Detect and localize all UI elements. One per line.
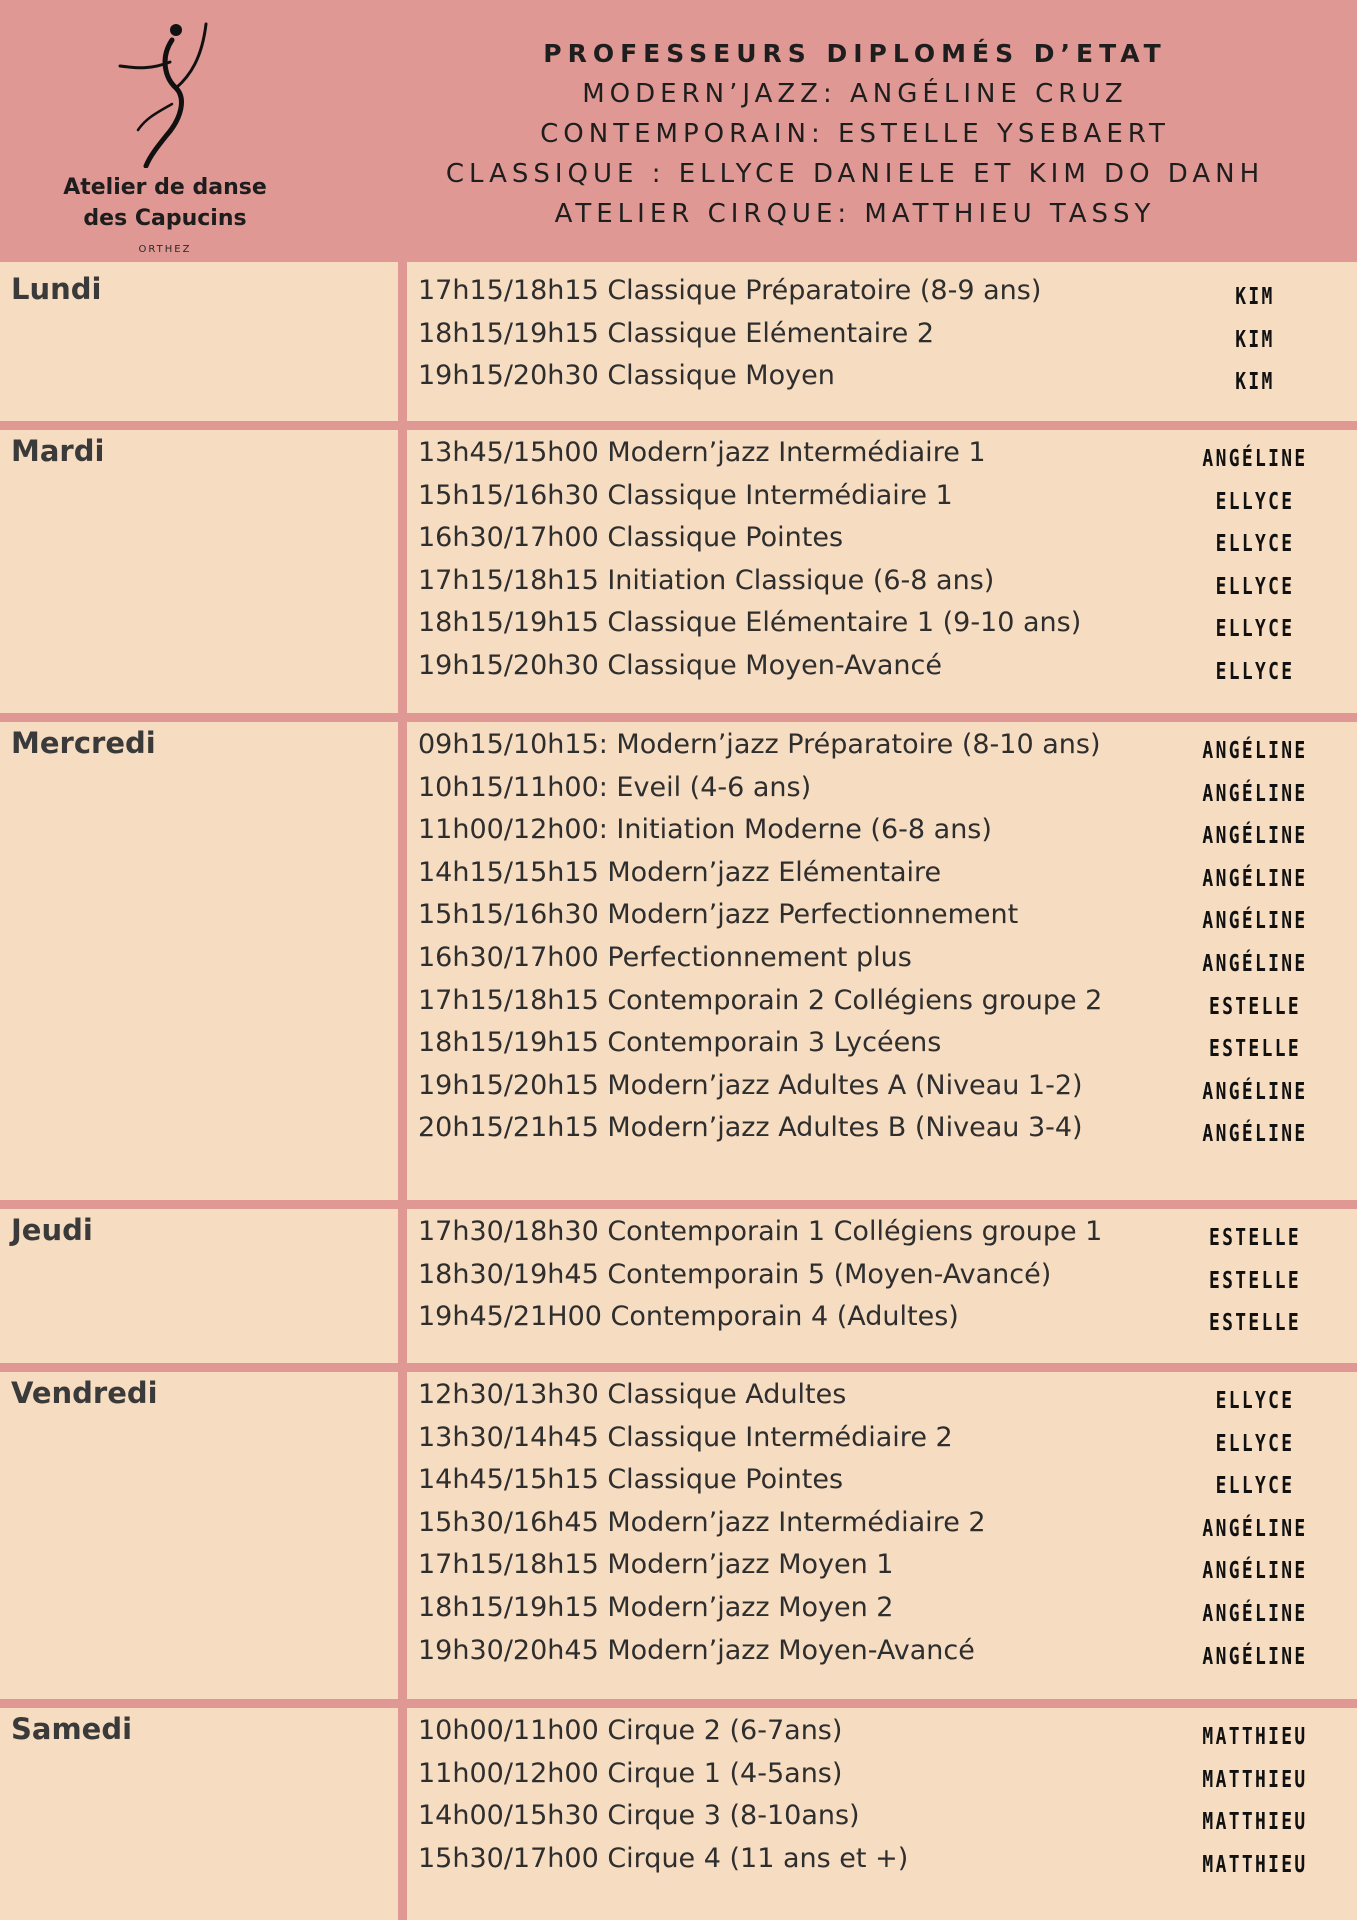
day-name: Mardi <box>11 434 105 468</box>
dancer-icon <box>110 18 220 168</box>
class-row: 15h30/17h00 Cirque 4 (11 ans et +) <box>418 1842 909 1874</box>
class-list <box>418 726 1158 1152</box>
class-row: 17h15/18h15 Initiation Classique (6-8 ans) <box>418 564 995 596</box>
class-row: 14h00/15h30 Cirque 3 (8-10ans) <box>418 1800 860 1832</box>
day-name: Samedi <box>11 1712 133 1746</box>
teacher-name: ELLYCE <box>1215 573 1295 600</box>
teacher-name: MATTHIEU <box>1202 1809 1308 1836</box>
class-row: 17h15/18h15 Modern’jazz Moyen 1 <box>418 1549 894 1581</box>
teacher-line: MODERN’JAZZ: ANGÉLINE CRUZ <box>582 79 1128 109</box>
class-row: 10h00/11h00 Cirque 2 (6-7ans) <box>418 1715 843 1746</box>
class-row: 19h15/20h30 Classique Moyen <box>418 360 835 392</box>
teacher-column <box>1160 730 1350 1156</box>
teacher-name: ELLYCE <box>1215 1473 1295 1500</box>
teacher-name: ANGÉLINE <box>1202 950 1308 977</box>
day-name: Mercredi <box>11 726 156 760</box>
logo-title-line1: Atelier de danse <box>63 175 267 200</box>
teacher-column <box>1160 276 1350 404</box>
logo <box>40 18 290 258</box>
teacher-name: ANGÉLINE <box>1202 1643 1308 1670</box>
teacher-name: ANGÉLINE <box>1202 780 1308 807</box>
teacher-name: KIM <box>1235 369 1275 396</box>
teacher-name: ANGÉLINE <box>1202 1121 1308 1148</box>
row-separator <box>0 1200 1357 1209</box>
class-row: 18h30/19h45 Contemporain 5 (Moyen-Avancé) <box>418 1258 1052 1290</box>
class-row: 19h45/21H00 Contemporain 4 (Adultes) <box>418 1301 959 1333</box>
teacher-name: ESTELLE <box>1209 1225 1301 1251</box>
class-row: 15h15/16h30 Modern’jazz Perfectionnement <box>418 899 1019 931</box>
row-separator <box>0 1363 1357 1372</box>
teacher-column <box>1160 1380 1350 1678</box>
teacher-column <box>1160 438 1350 694</box>
header <box>0 0 1357 262</box>
class-row: 18h15/19h15 Classique Elémentaire 1 (9-10 ans) <box>418 607 1082 639</box>
class-row: 17h15/18h15 Contemporain 2 Collégiens groupe 2 <box>418 984 1103 1016</box>
teacher-name: ANGÉLINE <box>1202 738 1308 764</box>
class-row: 16h30/17h00 Perfectionnement plus <box>418 941 912 973</box>
teacher-name: MATTHIEU <box>1202 1851 1308 1878</box>
teacher-line: CONTEMPORAIN: ESTELLE YSEBAERT <box>540 119 1170 149</box>
class-row: 16h30/17h00 Classique Pointes <box>418 522 844 554</box>
class-list <box>418 1712 1158 1882</box>
teacher-name: ANGÉLINE <box>1202 1515 1308 1542</box>
teacher-name: ANGÉLINE <box>1202 908 1308 935</box>
row-separator <box>0 713 1357 722</box>
column-divider <box>398 262 407 1920</box>
teacher-name: ANGÉLINE <box>1202 446 1308 472</box>
teacher-name: ELLYCE <box>1215 531 1295 558</box>
class-row: 11h00/12h00: Initiation Moderne (6-8 ans) <box>418 814 992 846</box>
logo-subtitle: ORTHEZ <box>138 244 192 255</box>
class-row: 18h15/19h15 Modern’jazz Moyen 2 <box>418 1591 894 1623</box>
teachers-heading: PROFESSEURS DIPLOMÉS D’ETAT <box>543 39 1167 68</box>
class-row: 18h15/19h15 Classique Elémentaire 2 <box>418 317 935 349</box>
teacher-name: ESTELLE <box>1209 1267 1301 1294</box>
class-row: 15h30/16h45 Modern’jazz Intermédiaire 2 <box>418 1506 986 1538</box>
teacher-name: MATTHIEU <box>1202 1766 1308 1793</box>
class-list <box>418 434 1158 690</box>
teacher-name: ANGÉLINE <box>1202 865 1308 892</box>
class-row: 10h15/11h00: Eveil (4-6 ans) <box>418 771 812 803</box>
class-row: 19h15/20h30 Classique Moyen-Avancé <box>418 649 942 681</box>
teacher-name: ANGÉLINE <box>1202 1600 1308 1627</box>
day-name: Lundi <box>11 272 102 306</box>
teacher-name: ESTELLE <box>1209 993 1301 1020</box>
row-separator <box>0 1699 1357 1708</box>
teacher-column <box>1160 1716 1350 1886</box>
teacher-name: ELLYCE <box>1215 1430 1295 1457</box>
teacher-name: ELLYCE <box>1215 616 1295 643</box>
teachers-list <box>395 34 1315 234</box>
teacher-name: ANGÉLINE <box>1202 1558 1308 1585</box>
teacher-name: KIM <box>1235 284 1275 310</box>
teacher-line: ATELIER CIRQUE: MATTHIEU TASSY <box>554 199 1156 229</box>
class-row: 13h30/14h45 Classique Intermédiaire 2 <box>418 1421 953 1453</box>
class-row: 17h30/18h30 Contemporain 1 Collégiens groupe 1 <box>418 1216 1103 1247</box>
class-row: 19h30/20h45 Modern’jazz Moyen-Avancé <box>418 1634 975 1666</box>
teacher-name: ESTELLE <box>1209 1036 1301 1063</box>
class-list <box>418 272 1158 400</box>
class-row: 11h00/12h00 Cirque 1 (4-5ans) <box>418 1757 843 1789</box>
teacher-name: ANGÉLINE <box>1202 1078 1308 1105</box>
logo-title-line2: des Capucins <box>83 206 247 231</box>
row-separator <box>0 421 1357 430</box>
class-row: 15h15/16h30 Classique Intermédiaire 1 <box>418 479 953 511</box>
teacher-column <box>1160 1217 1350 1345</box>
day-name: Jeudi <box>11 1213 93 1247</box>
class-row: 13h45/15h00 Modern’jazz Intermédiaire 1 <box>418 437 986 468</box>
teacher-name: MATTHIEU <box>1202 1724 1308 1750</box>
day-name: Vendredi <box>11 1376 158 1410</box>
class-row: 17h15/18h15 Classique Préparatoire (8-9 ans) <box>418 275 1042 306</box>
class-row: 12h30/13h30 Classique Adultes <box>418 1379 847 1410</box>
teacher-name: ELLYCE <box>1215 488 1295 515</box>
teacher-line: CLASSIQUE : ELLYCE DANIELE ET KIM DO DANH <box>445 159 1265 189</box>
teacher-name: ANGÉLINE <box>1202 823 1308 850</box>
teacher-name: ESTELLE <box>1209 1310 1301 1337</box>
class-row: 14h15/15h15 Modern’jazz Elémentaire <box>418 856 942 888</box>
class-list <box>418 1376 1158 1674</box>
class-row: 18h15/19h15 Contemporain 3 Lycéens <box>418 1027 942 1059</box>
class-list <box>418 1213 1158 1341</box>
class-row: 20h15/21h15 Modern’jazz Adultes B (Niveau 3-4) <box>418 1112 1083 1144</box>
class-row: 09h15/10h15: Modern’jazz Préparatoire (8-10 ans) <box>418 729 1101 760</box>
class-row: 19h15/20h15 Modern’jazz Adultes A (Niveau 1-2) <box>418 1069 1083 1101</box>
teacher-name: ELLYCE <box>1215 1388 1295 1414</box>
teacher-name: ELLYCE <box>1215 658 1295 685</box>
class-row: 14h45/15h15 Classique Pointes <box>418 1464 844 1496</box>
teacher-name: KIM <box>1235 326 1275 353</box>
